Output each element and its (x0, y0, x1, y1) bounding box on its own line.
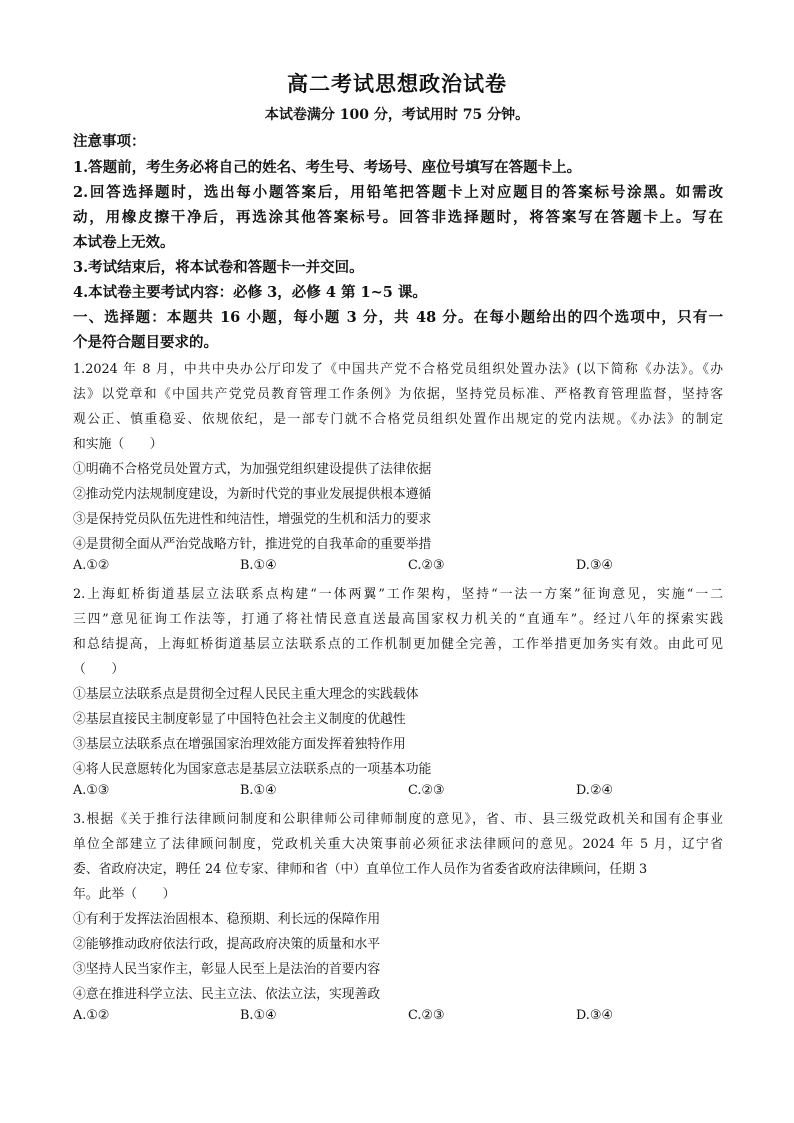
question-stem-line: （ ） (73, 662, 125, 677)
question-stem-line: 法》以党章和《中国共产党党员教育管理工作条例》为依据，坚持党员标准、严格教育管理监督，坚持客 (73, 387, 723, 402)
answer-option: C.②③ (408, 558, 445, 573)
statement-item: ①基层立法联系点是贯彻全过程人民民主重大理念的实践载体 (73, 687, 419, 702)
question-stem-line: 和总结提高，上海虹桥街道基层立法联系点的工作机制更加健全完善，工作举措更加务实有效。由此可见 (73, 637, 723, 652)
statement-item: ②基层直接民主制度彰显了中国特色社会主义制度的优越性 (73, 712, 406, 727)
notes-line: 4.本试卷主要考试内容：必修 3，必修 4 第 1~5 课。 (73, 284, 427, 301)
question-stem-line: 1.2024 年 8 月，中共中央办公厅印发了《中国共产党不合格党员组织处置办法》(以下简称《办法》。《办 (73, 362, 723, 377)
statement-item: ③基层立法联系点在增强国家治理效能方面发挥着独特作用 (73, 737, 406, 752)
page-subtitle: 本试卷满分 100 分，考试用时 75 分钟。 (264, 107, 530, 123)
question-stem-line: 观公正、慎重稳妥、依规依纪，是一部专门就不合格党员组织处置作出规定的党内法规。《办法》的制定 (73, 412, 723, 427)
statement-item: ②推动党内法规制度建设，为新时代党的事业发展提供根本遵循 (73, 487, 432, 502)
page-title: 高二考试思想政治试卷 (287, 72, 507, 96)
answer-option: D.②④ (576, 783, 613, 798)
notes-line: 1.答题前，考生务必将自己的姓名、考生号、考场号、座位号填写在答题卡上。 (73, 159, 582, 176)
question-stem-line: 年。此举（ ） (73, 887, 176, 902)
statement-item: ④是贯彻全面从严治党战略方针，推进党的自我革命的重要举措 (73, 537, 432, 552)
answer-option: B.①④ (240, 783, 277, 798)
answer-option: A.①② (73, 558, 110, 573)
statement-item: ③坚持人民当家作主，彰显人民至上是法治的首要内容 (73, 962, 381, 977)
question-stem-line: 和实施（ ） (73, 437, 163, 452)
statement-item: ②能够推动政府依法行政，提高政府决策的质量和水平 (73, 937, 381, 952)
notes-heading: 注意事项： (73, 133, 146, 150)
notes-line: 3.考试结束后，将本试卷和答题卡一并交回。 (73, 259, 364, 276)
notes-line: 本试卷上无效。 (73, 234, 175, 251)
statement-item: ④将人民意愿转化为国家意志是基层立法联系点的一项基本功能 (73, 762, 432, 777)
answer-option: B.①④ (240, 1008, 277, 1023)
question-stem-line: 2.上海虹桥街道基层立法联系点构建“一体两翼”工作架构，坚持“一法一方案”征询意见，实施“一二 (73, 587, 723, 602)
answer-option: C.②③ (408, 783, 445, 798)
statement-item: ①明确不合格党员处置方式，为加强党组织建设提供了法律依据 (73, 462, 432, 477)
answer-option: C.②③ (408, 1008, 445, 1023)
statement-item: ①有利于发挥法治固根本、稳预期、利长远的保障作用 (73, 912, 381, 927)
section-heading: 个是符合题目要求的。 (73, 334, 218, 351)
question-stem-line: 单位全部建立了法律顾问制度，党政机关重大决策事前必须征求法律顾问的意见。2024 年 5 月，辽宁省 (73, 837, 723, 852)
notes-line: 动，用橡皮擦干净后，再选涂其他答案标号。回答非选择题时，将答案写在答题卡上。写在 (73, 209, 723, 226)
question-stem-line: 三四”意见征询工作法等，打通了将社情民意直送最高国家权力机关的“直通车”。经过八年的探索实践 (73, 612, 723, 627)
section-heading: 一、选择题：本题共 16 小题，每小题 3 分，共 48 分。在每小题给出的四个选项中，只有一 (73, 309, 723, 326)
answer-option: D.③④ (576, 558, 613, 573)
question-stem-line: 3.根据《关于推行法律顾问制度和公职律师公司律师制度的意见》，省、市、县三级党政机关和国有企事业 (73, 812, 723, 827)
answer-option: D.③④ (576, 1008, 613, 1023)
notes-line: 2.回答选择题时，选出每小题答案后，用铅笔把答题卡上对应题目的答案标号涂黑。如需改 (73, 184, 723, 201)
question-stem-line: 委、省政府决定，聘任 24 位专家、律师和省（中）直单位工作人员作为省委省政府法律顾问，任期 3 (73, 862, 648, 877)
statement-item: ③是保持党员队伍先进性和纯洁性，增强党的生机和活力的要求 (73, 512, 432, 527)
answer-option: A.①② (73, 1008, 110, 1023)
answer-option: B.①④ (240, 558, 277, 573)
statement-item: ④意在推进科学立法、民主立法、依法立法，实现善政 (73, 987, 381, 1002)
answer-option: A.①③ (73, 783, 110, 798)
